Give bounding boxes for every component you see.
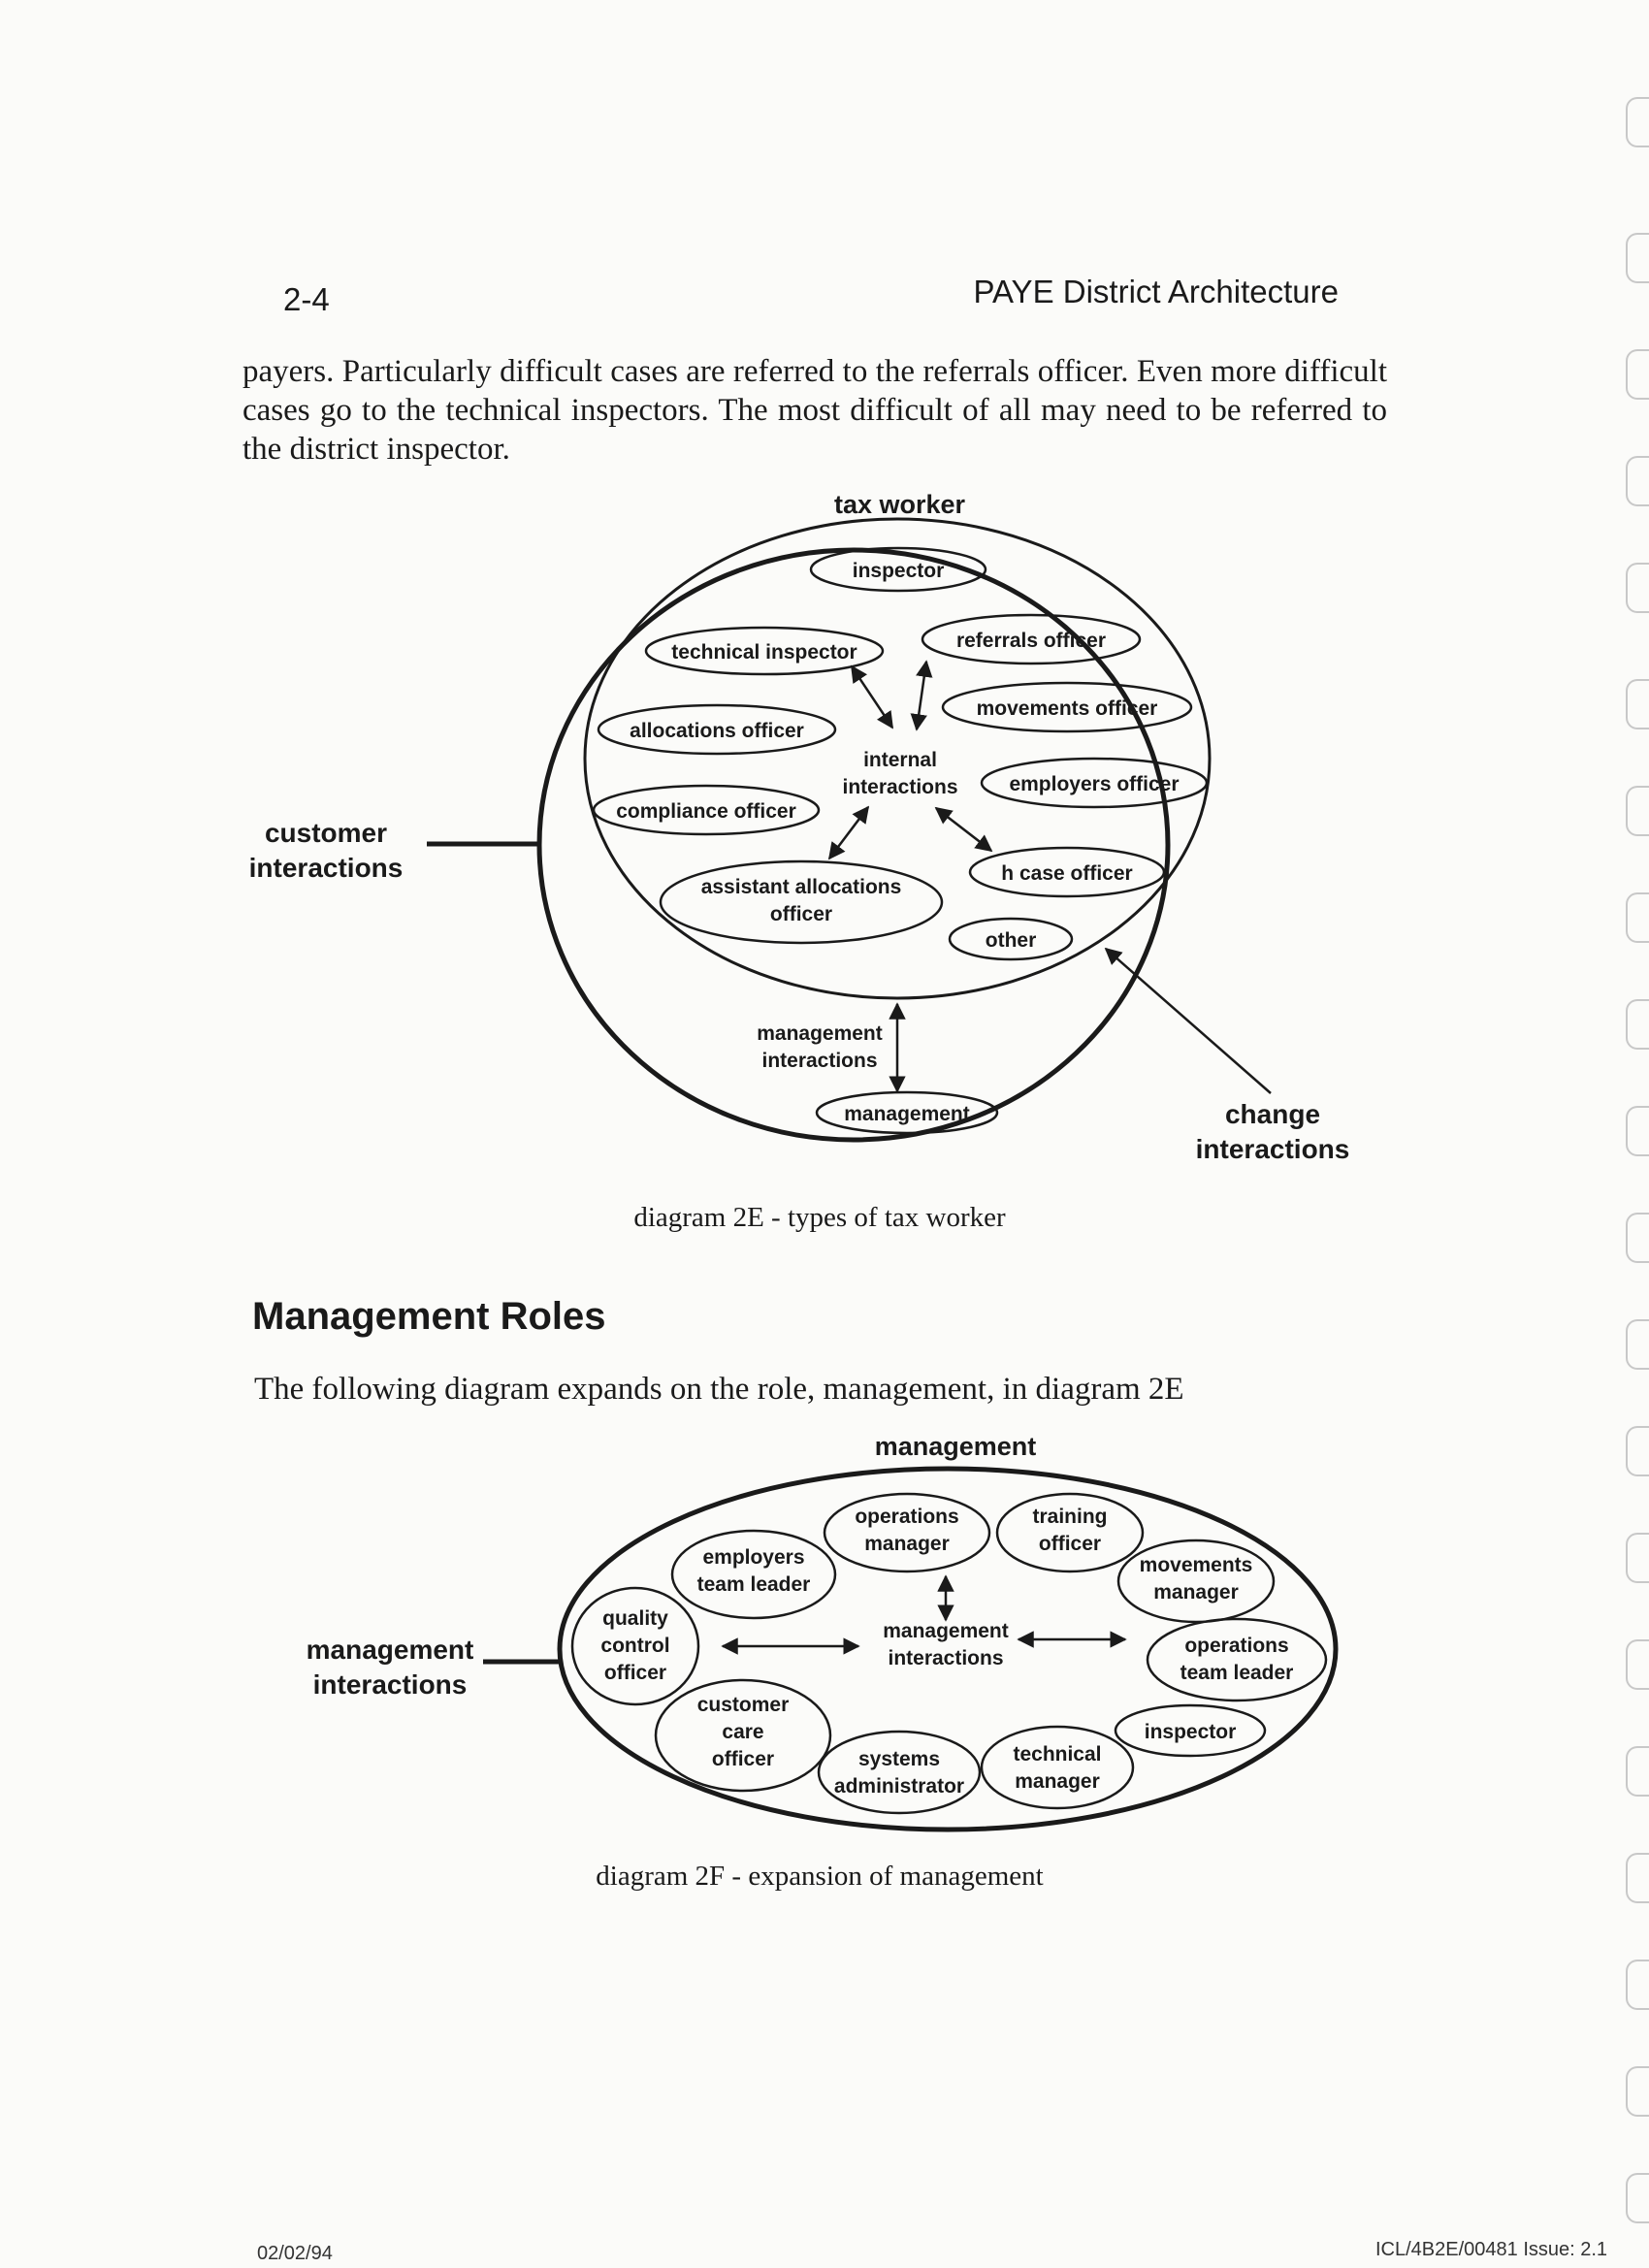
svg-text:assistant allocations: assistant allocations bbox=[700, 876, 902, 898]
svg-text:management: management bbox=[844, 1103, 970, 1125]
svg-text:allocations officer: allocations officer bbox=[630, 720, 804, 742]
management-outer-ellipse bbox=[560, 1469, 1336, 1830]
role-compliance-officer bbox=[594, 786, 819, 834]
svg-text:interactions: interactions bbox=[312, 1669, 468, 1700]
section-heading: Management Roles bbox=[252, 1295, 606, 1338]
svg-text:inspector: inspector bbox=[852, 560, 945, 582]
role-allocations-officer bbox=[598, 705, 835, 754]
center-management-interactions bbox=[883, 1620, 1009, 1669]
role-other bbox=[950, 919, 1072, 959]
running-header-title: PAYE District Architecture bbox=[973, 274, 1339, 309]
svg-text:employers: employers bbox=[702, 1546, 805, 1569]
svg-text:interactions: interactions bbox=[761, 1050, 878, 1072]
binder-ring-edge bbox=[1626, 2173, 1649, 2223]
svg-text:interactions: interactions bbox=[888, 1647, 1004, 1669]
svg-text:team leader: team leader bbox=[696, 1573, 811, 1596]
management-interaction-arrows bbox=[723, 1576, 1125, 1646]
svg-text:operations: operations bbox=[1184, 1635, 1289, 1657]
svg-text:officer: officer bbox=[711, 1748, 775, 1770]
management-interactions-arrow bbox=[757, 1004, 897, 1091]
page-number: 2-4 bbox=[283, 281, 330, 317]
binder-ring-edge bbox=[1626, 999, 1649, 1050]
binder-ring-edge bbox=[1626, 1426, 1649, 1476]
binder-ring-edge bbox=[1626, 1106, 1649, 1156]
binder-ring-edge bbox=[1626, 2066, 1649, 2117]
change-interactions-label bbox=[1106, 949, 1349, 1164]
svg-text:other: other bbox=[985, 929, 1037, 952]
svg-text:movements officer: movements officer bbox=[976, 697, 1158, 720]
role-h-case-officer bbox=[970, 848, 1164, 896]
svg-text:h case officer: h case officer bbox=[1001, 862, 1133, 885]
binder-ring-edge bbox=[1626, 679, 1649, 729]
role-operations-team-leader bbox=[1148, 1619, 1326, 1701]
binder-ring-edge bbox=[1626, 1319, 1649, 1370]
svg-text:manager: manager bbox=[1153, 1581, 1239, 1604]
binder-ring-edge bbox=[1626, 456, 1649, 506]
svg-text:operations: operations bbox=[855, 1506, 959, 1528]
binder-ring-edge bbox=[1626, 1639, 1649, 1690]
role-quality-control-officer bbox=[572, 1588, 698, 1704]
role-employers-officer bbox=[982, 759, 1207, 807]
role-management bbox=[817, 1092, 997, 1133]
role-movements-manager bbox=[1118, 1540, 1274, 1622]
left-management-interactions-label bbox=[307, 1635, 561, 1700]
role-customer-care-officer bbox=[656, 1680, 830, 1791]
customer-interactions-label bbox=[249, 818, 539, 883]
binder-ring-edge bbox=[1626, 563, 1649, 613]
diagram-2f-caption: diagram 2F - expansion of management bbox=[596, 1861, 1044, 1892]
svg-text:management: management bbox=[306, 1635, 474, 1665]
footer-date: 02/02/94 bbox=[257, 2243, 333, 2264]
svg-text:internal: internal bbox=[863, 749, 937, 771]
svg-text:interactions: interactions bbox=[842, 776, 958, 798]
role-employers-team-leader bbox=[672, 1531, 835, 1618]
role-systems-administrator bbox=[819, 1732, 980, 1813]
role-assistant-allocations-officer bbox=[661, 861, 942, 943]
svg-text:systems: systems bbox=[857, 1748, 941, 1770]
role-technical-manager bbox=[982, 1727, 1133, 1808]
svg-text:technical: technical bbox=[1013, 1743, 1102, 1766]
svg-text:referrals officer: referrals officer bbox=[955, 630, 1107, 652]
svg-text:interactions: interactions bbox=[1195, 1134, 1350, 1164]
tax-worker-title: tax worker bbox=[834, 490, 966, 519]
svg-text:training: training bbox=[1032, 1506, 1108, 1528]
binder-ring-edge bbox=[1626, 1853, 1649, 1903]
management-title: management bbox=[874, 1432, 1037, 1461]
section-paragraph: The following diagram expands on the role, management, in diagram 2E bbox=[254, 1372, 1184, 1407]
role-technical-inspector bbox=[646, 628, 883, 674]
svg-text:customer: customer bbox=[264, 818, 388, 848]
binder-ring-edge bbox=[1626, 786, 1649, 836]
svg-text:compliance officer: compliance officer bbox=[616, 800, 796, 823]
svg-text:administrator: administrator bbox=[833, 1775, 965, 1798]
role-referrals-officer bbox=[922, 615, 1140, 664]
internal-interactions-label bbox=[842, 749, 957, 798]
svg-text:inspector: inspector bbox=[1144, 1721, 1237, 1743]
svg-text:management: management bbox=[883, 1620, 1009, 1642]
binder-ring-edge bbox=[1626, 1746, 1649, 1797]
role-operations-manager bbox=[824, 1494, 989, 1571]
svg-text:manager: manager bbox=[864, 1533, 950, 1555]
binder-ring-edge bbox=[1626, 892, 1649, 943]
intro-paragraph: payers. Particularly difficult cases are referred to the referrals officer. Even more difficult cases go to the technical inspectors. The most difficult of all may need to be referred to the district inspector. bbox=[242, 354, 1387, 467]
svg-text:management: management bbox=[757, 1022, 883, 1045]
svg-text:change: change bbox=[1224, 1099, 1321, 1129]
svg-text:officer: officer bbox=[769, 903, 833, 925]
binder-ring-edge bbox=[1626, 97, 1649, 147]
svg-text:technical inspector: technical inspector bbox=[671, 641, 857, 664]
role-movements-officer bbox=[943, 683, 1191, 731]
binder-ring-edge bbox=[1626, 1533, 1649, 1583]
role-training-officer bbox=[997, 1494, 1143, 1571]
binder-ring-edge bbox=[1626, 1213, 1649, 1263]
role-inspector bbox=[1116, 1705, 1265, 1756]
svg-text:interactions: interactions bbox=[248, 853, 404, 883]
svg-text:customer: customer bbox=[696, 1694, 790, 1716]
svg-text:movements: movements bbox=[1139, 1554, 1253, 1576]
binder-ring-edge bbox=[1626, 349, 1649, 400]
svg-text:officer: officer bbox=[1038, 1533, 1102, 1555]
svg-text:manager: manager bbox=[1015, 1770, 1100, 1793]
svg-text:team leader: team leader bbox=[1180, 1662, 1294, 1684]
svg-text:quality: quality bbox=[602, 1607, 668, 1630]
svg-text:employers officer: employers officer bbox=[1009, 773, 1180, 795]
diagram-2e-caption: diagram 2E - types of tax worker bbox=[633, 1202, 1006, 1233]
binder-ring-edge bbox=[1626, 233, 1649, 283]
svg-text:control: control bbox=[600, 1635, 670, 1657]
svg-text:officer: officer bbox=[603, 1662, 667, 1684]
binder-ring-edge bbox=[1626, 1960, 1649, 2010]
svg-text:care: care bbox=[722, 1721, 764, 1743]
footer-document-reference: ICL/4B2E/00481 Issue: 2.1 bbox=[1375, 2239, 1608, 2260]
